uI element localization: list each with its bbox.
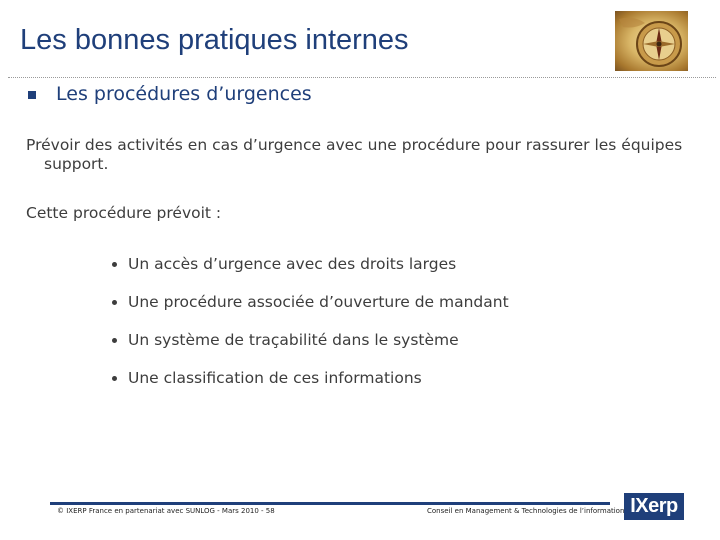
procedure-intro: Cette procédure prévoit : bbox=[26, 204, 222, 222]
bullet-list bbox=[112, 245, 509, 397]
square-bullet-icon bbox=[28, 91, 36, 99]
bullet-dot-icon bbox=[112, 262, 117, 267]
bullet-dot-icon bbox=[112, 338, 117, 343]
compass-image bbox=[615, 11, 688, 71]
bullet-dot-icon bbox=[112, 300, 117, 305]
slide-title: Les bonnes pratiques internes bbox=[20, 24, 409, 56]
company-logo: IXerp bbox=[624, 493, 684, 520]
title-divider bbox=[8, 77, 716, 78]
footer-copyright: © IXERP France en partenariat avec SUNLOG - Mars 2010 - 58 bbox=[57, 507, 275, 515]
list-item-text: Une procédure associée d’ouverture de mandant bbox=[128, 293, 509, 311]
footer-tagline: Conseil en Management & Technologies de l’information bbox=[427, 507, 625, 515]
list-item bbox=[112, 359, 509, 397]
list-item-text: Un accès d’urgence avec des droits larges bbox=[128, 255, 457, 273]
list-item-text: Un système de traçabilité dans le système bbox=[128, 331, 459, 349]
list-item bbox=[112, 283, 509, 321]
bullet-dot-icon bbox=[112, 376, 117, 381]
list-item-text: Une classification de ces informations bbox=[128, 369, 422, 387]
footer-divider bbox=[50, 502, 610, 505]
section-heading bbox=[28, 83, 312, 105]
list-item bbox=[112, 321, 509, 359]
section-heading-text: Les procédures d’urgences bbox=[56, 83, 312, 105]
intro-paragraph: Prévoir des activités en cas d’urgence avec une procédure pour rassurer les équipes support. bbox=[26, 136, 683, 173]
list-item bbox=[112, 245, 509, 283]
